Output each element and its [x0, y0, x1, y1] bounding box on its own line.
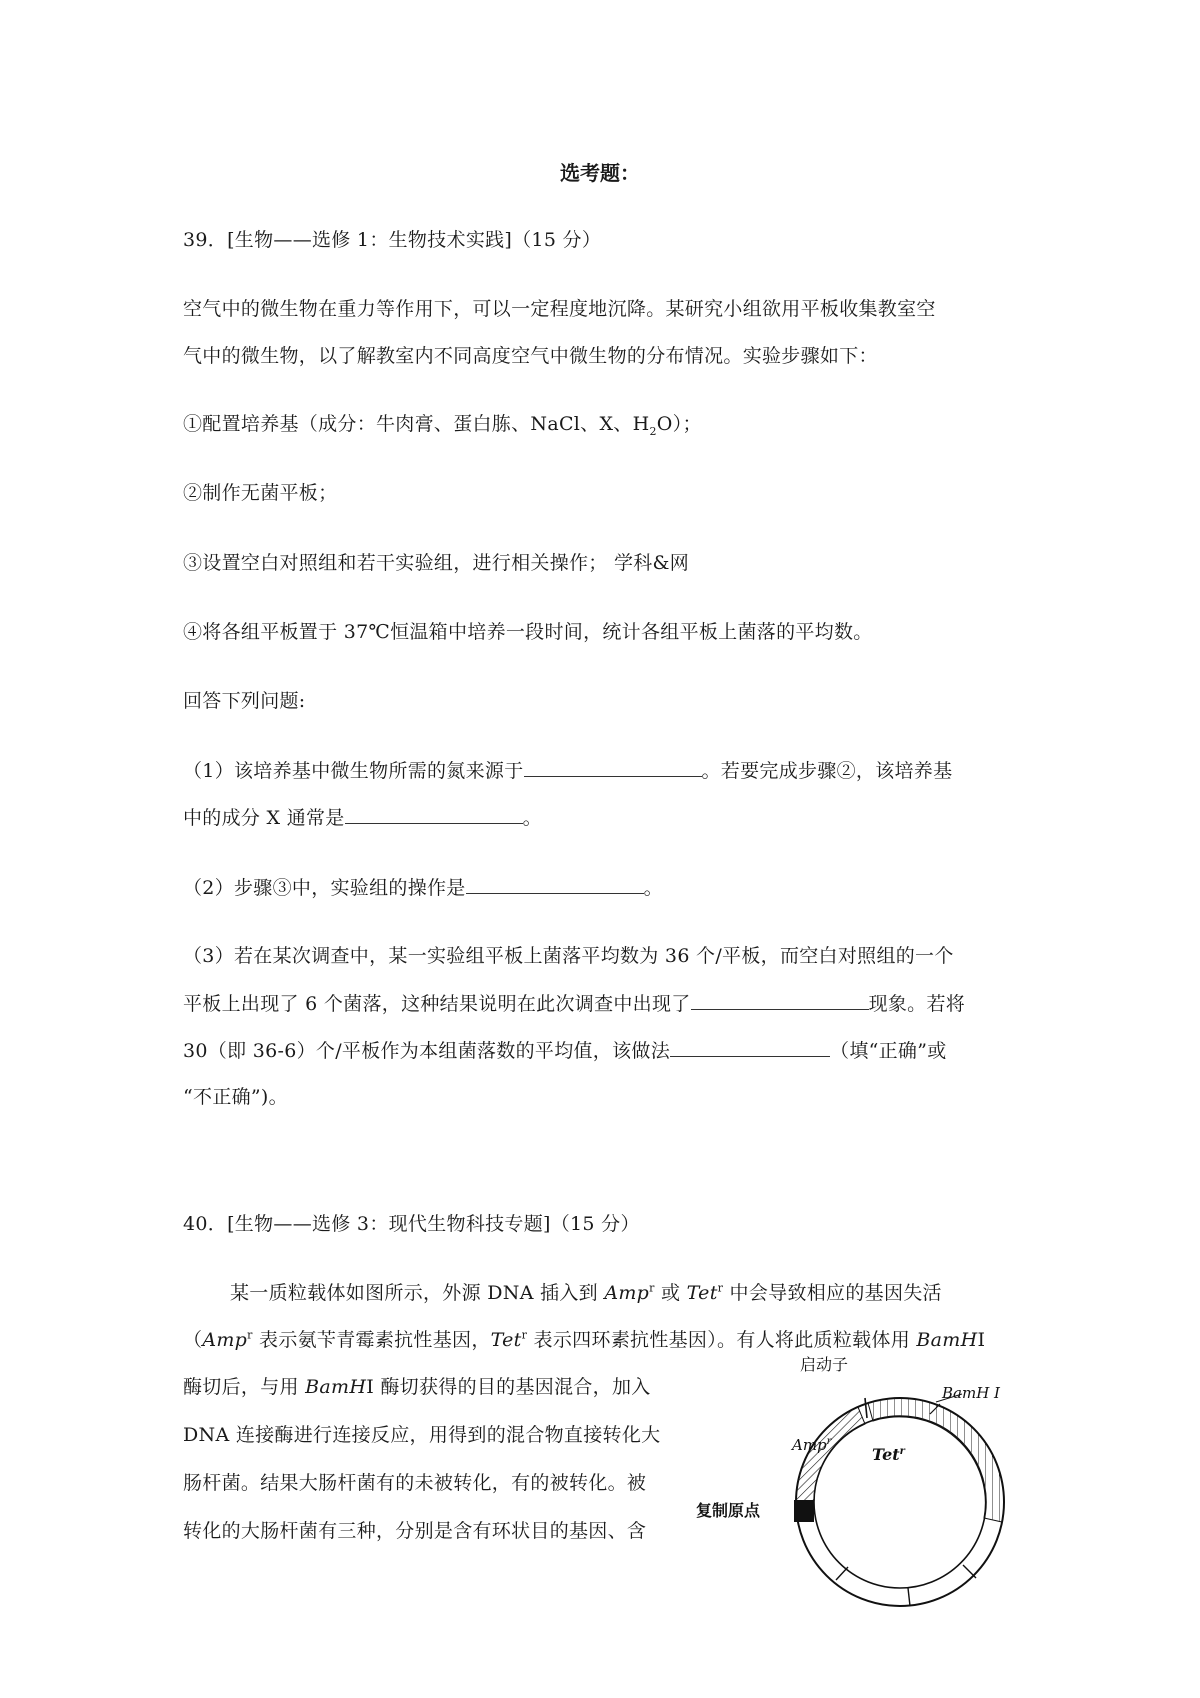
answer-blank[interactable]: [524, 758, 702, 777]
promoter-label: 启动子: [800, 1355, 849, 1374]
q39-sub1-line-1: （1）该培养基中微生物所需的氮来源于 。若要完成步骤②，该培养基: [183, 760, 953, 782]
q39-step-1: ①配置培养基（成分：牛肉膏、蛋白胨、NaCl、X、$H_2O$）；: [183, 413, 702, 438]
amp-label: Amp$^r$: [792, 1436, 832, 1454]
q39-title: 39．[生物——选修 1：生物技术实践]（15 分）: [183, 229, 602, 251]
section-heading: 选考题：: [560, 161, 640, 185]
q39-sub3-line-4: “不正确”)。: [183, 1086, 288, 1108]
q40-title: 40．[生物——选修 3：现代生物科技专题]（15 分）: [183, 1213, 640, 1235]
q39-step-4: ④将各组平板置于 37℃恒温箱中培养一段时间，统计各组平板上菌落的平均数。: [183, 621, 873, 643]
q39-step-2: ②制作无菌平板；: [183, 482, 338, 504]
amp-gene-region: [796, 1407, 865, 1502]
q40-para-line-3: 酶切后，与用 BamHI 酶切获得的目的基因混合，加入: [183, 1376, 651, 1398]
q39-step-3: ③设置空白对照组和若干实验组，进行相关操作； 学科&网: [183, 552, 690, 574]
ori-label: 复制原点: [696, 1501, 761, 1520]
q39-intro-line-1: 空气中的微生物在重力等作用下，可以一定程度地沉降。某研究小组欲用平板收集教室空: [183, 298, 936, 320]
q39-prompt: 回答下列问题:: [183, 690, 306, 712]
answer-blank[interactable]: [670, 1038, 830, 1057]
q39-sub2: （2）步骤③中，实验组的操作是 。: [183, 877, 663, 899]
ori-block: [794, 1500, 814, 1522]
q39-sub1-line-2: 中的成分 X 通常是 。: [183, 807, 542, 829]
tet-label: Tet$^r$: [872, 1445, 905, 1464]
q40-para-line-6: 转化的大肠杆菌有三种，分别是含有环状目的基因、含: [183, 1520, 647, 1542]
q39-sub3-line-1: （3）若在某次调查中，某一实验组平板上菌落平均数为 36 个/平板，而空白对照组的一个: [183, 945, 954, 967]
answer-blank[interactable]: [691, 991, 869, 1010]
plasmid-diagram: [696, 1352, 1100, 1642]
q40-para-line-1: 某一质粒载体如图所示，外源 DNA 插入到 Amp$^r$ 或 Tet$^r$ 中会导致相应的基因失活: [230, 1281, 942, 1304]
q39-intro-line-2: 气中的微生物，以了解教室内不同高度空气中微生物的分布情况。实验步骤如下：: [183, 345, 878, 367]
answer-blank[interactable]: [345, 805, 523, 824]
q39-sub3-line-3: 30（即 36-6）个/平板作为本组菌落数的平均值，该做法 （填“正确”或: [183, 1040, 947, 1062]
q40-para-line-2: （Amp$^r$ 表示氨苄青霉素抗性基因，Tet$^r$ 表示四环素抗性基因）。有人将此质粒载体用 BamHI: [183, 1328, 986, 1351]
q40-para-line-4: DNA 连接酶进行连接反应，用得到的混合物直接转化大: [183, 1424, 661, 1446]
q39-sub3-line-2: 平板上出现了 6 个菌落，这种结果说明在此次调查中出现了 现象。若将: [183, 993, 966, 1015]
q40-para-line-5: 肠杆菌。结果大肠杆菌有的未被转化，有的被转化。被: [183, 1472, 647, 1494]
bamhi-label: BamH I: [942, 1384, 1000, 1402]
answer-blank[interactable]: [466, 875, 644, 894]
